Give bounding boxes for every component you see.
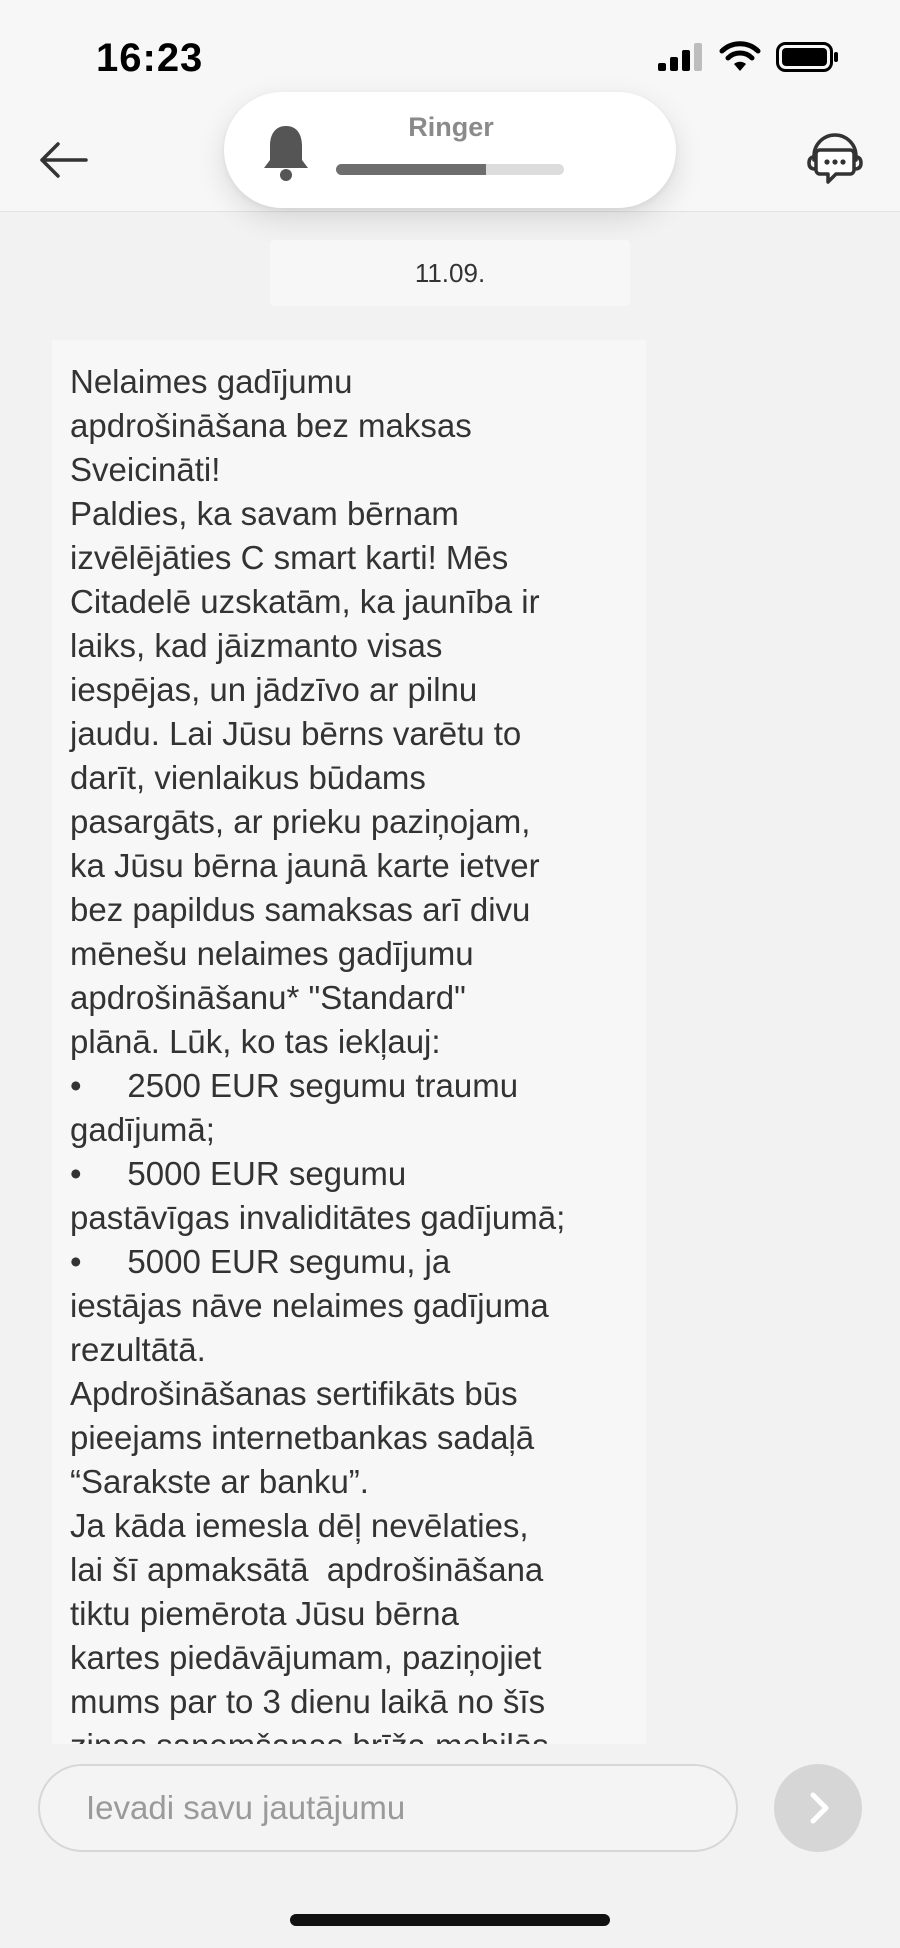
- message-line: ka Jūsu bērna jaunā karte ietver: [70, 847, 540, 884]
- message-line: Nelaimes gadījumu: [70, 363, 353, 400]
- message-line: • 5000 EUR segumu: [70, 1155, 407, 1192]
- message-line: gadījumā;: [70, 1111, 215, 1148]
- message-line: mēnešu nelaimes gadījumu: [70, 935, 474, 972]
- message-line: tiktu piemērota Jūsu bērna: [70, 1595, 459, 1632]
- message-line: mums par to 3 dienu laikā no šīs: [70, 1683, 546, 1720]
- message-line: izvēlējāties C smart karti! Mēs: [70, 539, 509, 576]
- home-indicator: [290, 1914, 610, 1926]
- message-line: Apdrošināšanas sertifikāts būs: [70, 1375, 518, 1412]
- message-line: “Sarakste ar banku”.: [70, 1463, 369, 1500]
- message-line: laiks, kad jāizmanto visas: [70, 627, 443, 664]
- message-line: apdrošināšanu* "Standard": [70, 979, 466, 1016]
- message-line: • 5000 EUR segumu, ja: [70, 1243, 451, 1280]
- chevron-right-icon: [774, 1764, 862, 1852]
- message-line: lai šī apmaksātā apdrošināšana: [70, 1551, 544, 1588]
- support-chat-button[interactable]: [806, 130, 864, 188]
- ringer-volume-bar: [336, 164, 564, 175]
- header: [0, 0, 900, 212]
- message-line: rezultātā.: [70, 1331, 206, 1368]
- battery-icon: [776, 42, 840, 72]
- bell-icon: [260, 122, 312, 182]
- status-icons: [658, 42, 840, 72]
- status-time: 16:23: [96, 36, 204, 80]
- question-input[interactable]: [38, 1764, 738, 1852]
- message-line: Paldies, ka savam bērnam: [70, 495, 459, 532]
- message-line: bez papildus samaksas arī divu: [70, 891, 531, 928]
- message-list[interactable]: [0, 318, 900, 1744]
- cellular-signal-icon: [658, 43, 704, 71]
- message-line: plānā. Lūk, ko tas iekļauj:: [70, 1023, 441, 1060]
- wifi-icon: [720, 42, 760, 72]
- message-line: jaudu. Lai Jūsu bērns varētu to: [70, 715, 522, 752]
- composer: [0, 1744, 900, 1948]
- message-line: pastāvīgas invaliditātes gadījumā;: [70, 1199, 566, 1236]
- message-line: • 2500 EUR segumu traumu: [70, 1067, 519, 1104]
- date-separator: 11.09.: [270, 240, 630, 306]
- message-bubble: [52, 340, 646, 1808]
- message-line: Sveicināti!: [70, 451, 221, 488]
- message-line: Citadelē uzskatām, ka jaunība ir: [70, 583, 540, 620]
- ringer-volume-fill: [336, 164, 486, 175]
- send-button[interactable]: [774, 1764, 862, 1852]
- headset-chat-icon: [806, 130, 864, 188]
- message-line: pasargāts, ar prieku paziņojam,: [70, 803, 531, 840]
- arrow-left-icon: [36, 132, 92, 188]
- message-line: apdrošināšana bez maksas: [70, 407, 472, 444]
- message-line: kartes piedāvājumam, paziņojiet: [70, 1639, 542, 1676]
- message-line: iespējas, un jādzīvo ar pilnu: [70, 671, 478, 708]
- message-line: darīt, vienlaikus būdams: [70, 759, 426, 796]
- message-line: pieejams internetbankas sadaļā: [70, 1419, 535, 1456]
- back-button[interactable]: [36, 132, 92, 188]
- message-line: iestājas nāve nelaimes gadījuma: [70, 1287, 549, 1324]
- ringer-volume-hud: [224, 92, 676, 208]
- ringer-label: Ringer: [408, 112, 494, 142]
- message-line: Ja kāda iemesla dēļ nevēlaties,: [70, 1507, 529, 1544]
